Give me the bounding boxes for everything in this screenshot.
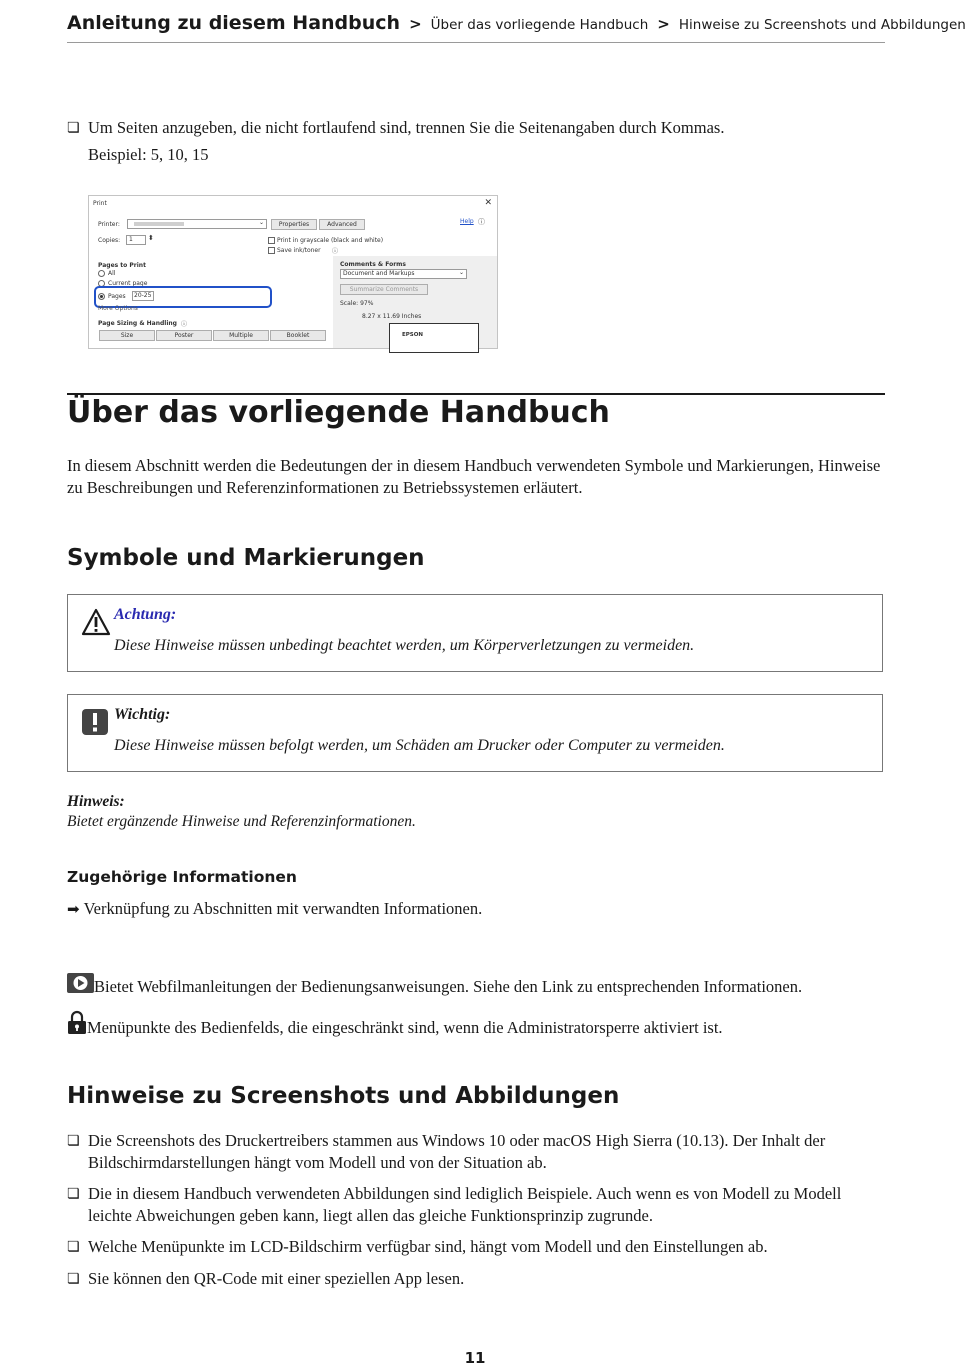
- list-item: [67, 117, 724, 166]
- size-button: Size: [99, 330, 155, 341]
- lock-icon: [67, 1011, 87, 1035]
- video-row: [67, 969, 802, 997]
- lock-text: Menüpunkte des Bedienfelds, die eingeschränkt sind, wenn die Administratorsperre aktiviert ist.: [87, 1018, 723, 1037]
- close-icon: ✕: [484, 198, 492, 208]
- printer-label: Printer:: [98, 221, 120, 228]
- print-preview: [389, 323, 479, 353]
- caution-title: Achtung:: [114, 606, 177, 623]
- copies-label: Copies:: [98, 237, 121, 244]
- bullet-text: Um Seiten anzugeben, die nicht fortlaufend sind, trennen Sie die Seitenangaben durch Kommas.: [88, 118, 725, 137]
- hint-title: Hinweis:: [67, 793, 125, 810]
- important-icon: [81, 708, 109, 741]
- bullet-box-icon: ❏: [67, 120, 80, 136]
- example-text: Beispiel: 5, 10, 15: [88, 145, 209, 164]
- bullet-box-icon: ❏: [67, 1133, 80, 1149]
- bullet-text: Welche Menüpunkte im LCD-Bildschirm verfügbar sind, hängt vom Modell und den Einstellungen ab.: [88, 1237, 768, 1256]
- stepper-icon: ⬍: [148, 234, 154, 242]
- breadcrumb-item-screenshots[interactable]: Hinweise zu Screenshots und Abbildungen: [678, 17, 966, 33]
- video-text: Bietet Webfilmanleitungen der Bedienungsanweisungen. Siehe den Link zu entsprechenden Informationen.: [94, 977, 803, 996]
- all-label: All: [108, 270, 116, 277]
- comments-select: Document and Markups ⌄: [340, 269, 467, 279]
- bullet-box-icon: ❏: [67, 1271, 80, 1287]
- pages-value: 20-25: [134, 292, 152, 299]
- breadcrumb-separator: >: [657, 15, 670, 33]
- page-title: Über das vorliegende Handbuch: [67, 393, 885, 431]
- caution-box: [67, 594, 883, 672]
- poster-button: Poster: [156, 330, 212, 341]
- all-radio: [98, 270, 105, 277]
- related-info-heading: Zugehörige Informationen: [67, 868, 297, 886]
- help-icon: ⓘ: [478, 218, 485, 226]
- grayscale-label: Print in grayscale (black and white): [277, 237, 384, 244]
- breadcrumb-item-guide[interactable]: Anleitung zu diesem Handbuch: [67, 12, 401, 34]
- comments-value: Document and Markups: [343, 270, 415, 277]
- print-dialog-screenshot: [88, 195, 498, 349]
- bullet-text: Die Screenshots des Druckertreibers stammen aus Windows 10 oder macOS High Sierra (10.13). Der Inhalt der Bildschirmdarstellungen hängt vom Modell und von der Situation ab.: [88, 1131, 826, 1172]
- caution-text: Diese Hinweise müssen unbedingt beachtet werden, um Körperverletzungen zu vermeiden.: [114, 637, 695, 654]
- list-item: [67, 1268, 885, 1290]
- advanced-button: Advanced: [319, 219, 365, 230]
- scale-label: Scale: 97%: [340, 300, 374, 307]
- bullet-text: Sie können den QR-Code mit einer speziellen App lesen.: [88, 1269, 465, 1288]
- save-ink-label: Save ink/toner: [277, 247, 321, 254]
- section-intro: In diesem Abschnitt werden die Bedeutungen der in diesem Handbuch verwendeten Symbole und Markierungen, Hinweise zu Beschreibungen und Referenzinformationen zu Betriebssystemen erläutert.: [67, 456, 881, 497]
- related-link-text[interactable]: Verknüpfung zu Abschnitten mit verwandten Informationen.: [83, 899, 483, 918]
- arrow-right-icon: ➡: [67, 900, 80, 918]
- dialog-title: Print: [93, 200, 107, 207]
- bullet-text: Die in diesem Handbuch verwendeten Abbildungen sind lediglich Beispiele. Auch wenn es von Modell zu Modell leichte Abweichungen geben kann, liegt allen das gleiche Funktionsprinzip zugrunde.: [88, 1184, 842, 1225]
- list-item: [67, 1183, 885, 1227]
- current-page-label: Current page: [108, 280, 148, 287]
- bullet-box-icon: ❏: [67, 1186, 80, 1202]
- pages-label: Pages: [108, 293, 126, 300]
- booklet-button: Booklet: [270, 330, 326, 341]
- list-item: [67, 1130, 885, 1174]
- info-icon: ⓘ: [332, 248, 339, 255]
- breadcrumb-item-about[interactable]: Über das vorliegende Handbuch: [430, 17, 649, 33]
- grayscale-checkbox: [268, 237, 275, 244]
- properties-button: Properties: [271, 219, 317, 230]
- screenshots-heading: Hinweise zu Screenshots und Abbildungen: [67, 1083, 620, 1109]
- important-title: Wichtig:: [114, 706, 171, 723]
- warning-icon: [81, 608, 111, 641]
- lock-row: [67, 1008, 723, 1038]
- important-box: [67, 694, 883, 772]
- symbols-heading: Symbole und Markierungen: [67, 545, 425, 571]
- help-link: Help: [460, 218, 474, 225]
- copies-value: 1: [129, 236, 133, 243]
- pages-to-print-label: Pages to Print: [98, 262, 146, 269]
- important-text: Diese Hinweise müssen befolgt werden, um Schäden am Drucker oder Computer zu vermeiden.: [114, 737, 725, 754]
- breadcrumb-separator: >: [409, 15, 422, 33]
- info-icon: ⓘ: [181, 321, 188, 328]
- more-options-label: More Options: [98, 305, 138, 312]
- video-play-icon: [67, 973, 94, 993]
- page-number: 11: [464, 1349, 486, 1367]
- related-link-row: [67, 899, 482, 919]
- breadcrumb: [67, 12, 966, 43]
- printer-select: ⌄: [127, 219, 267, 229]
- multiple-button: Multiple: [213, 330, 269, 341]
- list-item: [67, 1236, 885, 1258]
- paper-size-label: 8.27 x 11.69 Inches: [362, 313, 422, 320]
- preview-logo: EPSON: [402, 332, 424, 338]
- save-ink-checkbox: [268, 247, 275, 254]
- comments-forms-label: Comments & Forms: [340, 261, 406, 268]
- summarize-comments-button: Summarize Comments: [340, 284, 428, 295]
- copies-field: [126, 235, 146, 245]
- sizing-label: Page Sizing & Handling: [98, 320, 177, 327]
- bullet-box-icon: ❏: [67, 1239, 80, 1255]
- hint-text: Bietet ergänzende Hinweise und Referenzinformationen.: [67, 813, 416, 830]
